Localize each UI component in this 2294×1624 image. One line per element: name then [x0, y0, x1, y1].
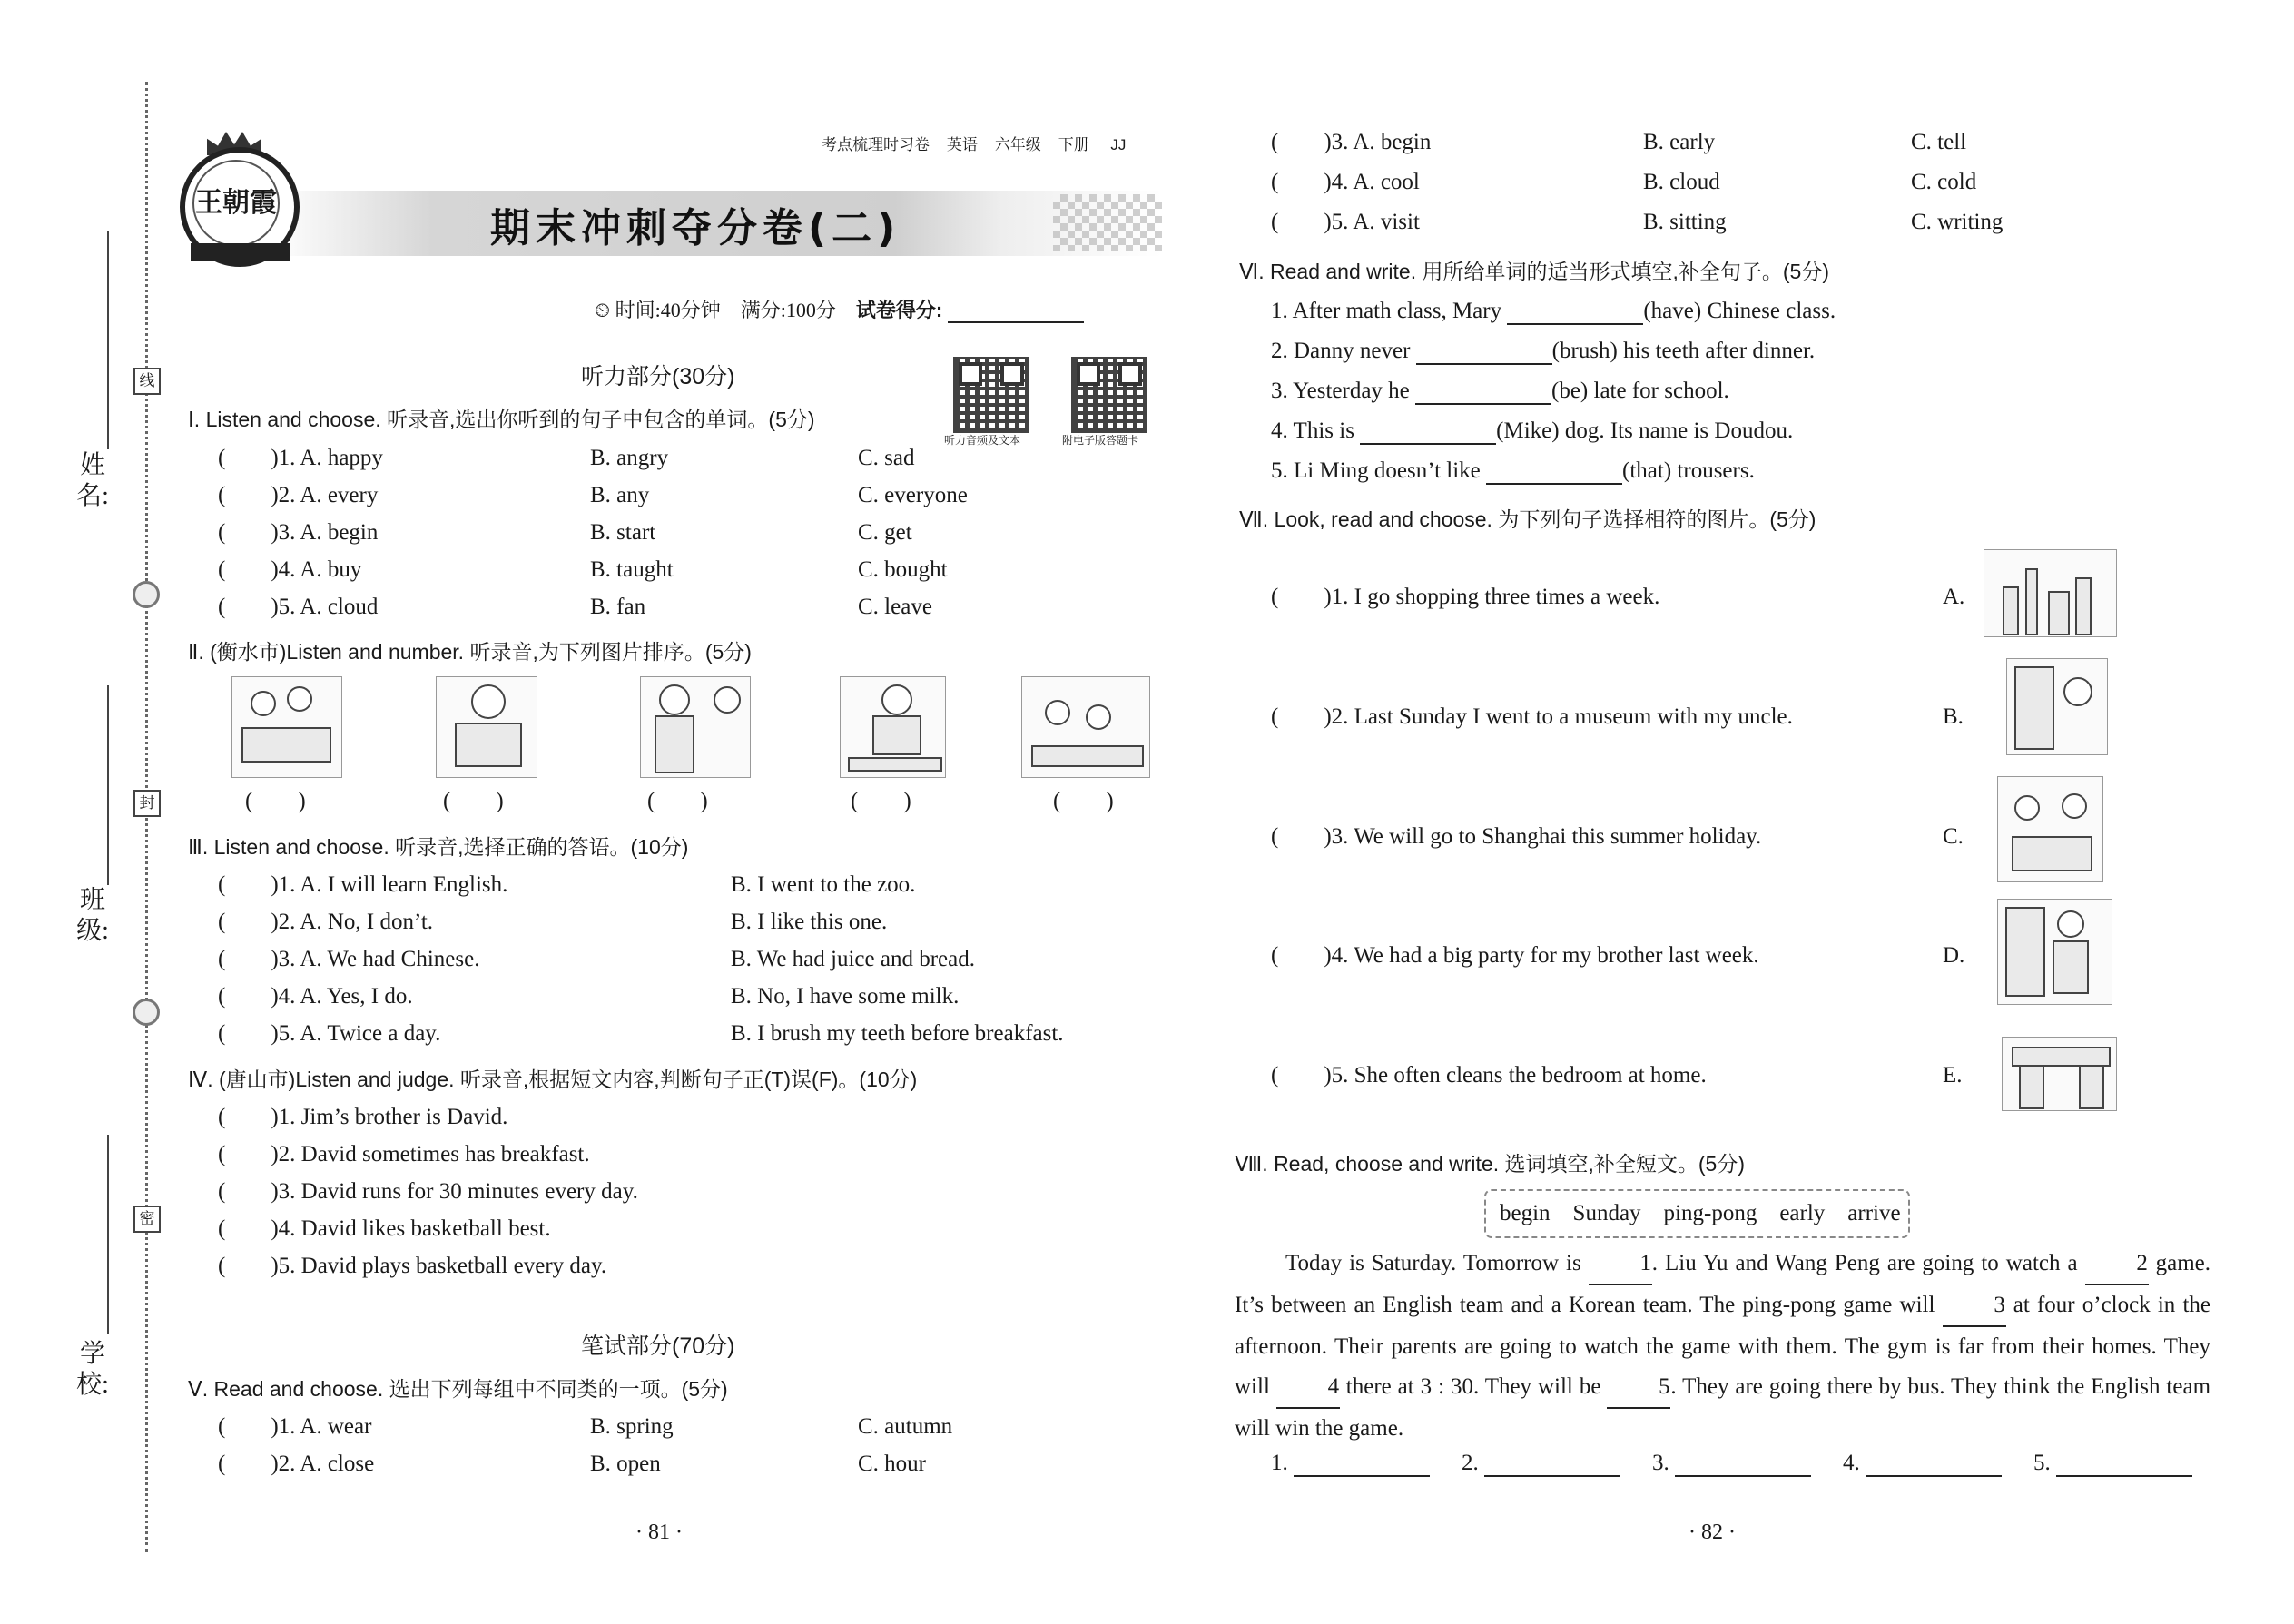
- s1-q5-c: C. leave: [858, 595, 932, 619]
- seal-mark-line: 线: [133, 368, 161, 395]
- s5-q3: ( )3. A. begin: [1271, 130, 1432, 154]
- s5-q2-c: C. hour: [858, 1452, 926, 1476]
- passage-blank-2[interactable]: 2: [2085, 1244, 2149, 1285]
- s3-q3: ( )3. A. We had Chinese.: [218, 947, 480, 971]
- exam-info: [595, 295, 1084, 323]
- s3-q1: ( )1. A. I will learn English.: [218, 872, 508, 897]
- edition-label: JJ: [1110, 136, 1127, 153]
- picture-museum: [2002, 1037, 2117, 1111]
- binding-dotted-line: [145, 82, 148, 1552]
- s7-letter-a: A.: [1943, 585, 1965, 609]
- s6-q1-blank[interactable]: [1507, 300, 1643, 325]
- s1-q2: ( )2. A. every: [218, 483, 379, 507]
- picture-kids-at-table: [231, 676, 342, 778]
- s7-letter-e: E.: [1943, 1063, 1963, 1088]
- answer-1-blank[interactable]: [1294, 1452, 1430, 1477]
- s5-q5-b: B. sitting: [1643, 210, 1727, 234]
- answer-2: 2.: [1462, 1450, 1620, 1477]
- s5-q4: ( )4. A. cool: [1271, 170, 1420, 194]
- qr-caption-audio: 听力音频及文本: [944, 434, 1021, 447]
- section-1-title: Ⅰ. Listen and choose. 听录音,选出你听到的句子中包含的单词。(5分): [188, 408, 815, 431]
- s7-letter-c: C.: [1943, 824, 1964, 849]
- s1-q1-c: C. sad: [858, 446, 915, 470]
- s5-q5-c: C. writing: [1911, 210, 2004, 234]
- s6-q3: 3. Yesterday he (be) late for school.: [1271, 379, 1729, 403]
- s5-q1-c: C. autumn: [858, 1414, 953, 1439]
- writing-heading: 笔试部分(70分): [581, 1334, 735, 1359]
- qr-code-answer-card[interactable]: [1071, 357, 1147, 433]
- s7-q5: ( )5. She often cleans the bedroom at home.: [1271, 1063, 1707, 1088]
- section-7-title: Ⅶ. Look, read and choose. 为下列句子选择相符的图片。(5分): [1239, 507, 1816, 531]
- qr-code-audio[interactable]: [953, 357, 1029, 433]
- s7-q1: ( )1. I go shopping three times a week.: [1271, 585, 1660, 609]
- s6-q4-blank[interactable]: [1360, 419, 1496, 445]
- s3-q4: ( )4. A. Yes, I do.: [218, 984, 413, 1009]
- picture-kids-playing: [1021, 676, 1150, 778]
- s5-q2: ( )2. A. close: [218, 1452, 375, 1476]
- class-underline: [107, 685, 109, 885]
- s5-q1: ( )1. A. wear: [218, 1414, 372, 1439]
- s3-q2-b: B. I like this one.: [731, 910, 888, 934]
- ornament-icon: [133, 999, 160, 1026]
- picture-girl-cleaning: [1997, 899, 2112, 1005]
- answer-5: 5.: [2033, 1450, 2192, 1477]
- s6-q3-blank[interactable]: [1415, 379, 1551, 405]
- answer-4-blank[interactable]: [1866, 1452, 2002, 1477]
- section-8-title: Ⅷ. Read, choose and write. 选词填空,补全短文。(5分): [1235, 1152, 1745, 1176]
- score-label: 试卷得分:: [855, 299, 943, 321]
- s1-q3-c: C. get: [858, 520, 912, 545]
- ornament-icon: [133, 581, 160, 608]
- s1-q1-b: B. angry: [590, 446, 669, 470]
- s1-q2-b: B. any: [590, 483, 650, 507]
- s6-q4: 4. This is (Mike) dog. Its name is Doudou.: [1271, 418, 1794, 443]
- passage: Today is Saturday. Tomorrow is 1. Liu Yu and Wang Peng are going to watch a 2 game. It’s between an English team and a Korean team. The ping-pong game will 3 at four o’clock in the afternoon. Their parents are going to watch the game with them. The gym is far from their homes. They will 4 there at 3 : 30. They will be 5. They are going there by bus. They think the English team will win the game.: [1235, 1244, 2210, 1449]
- s5-q4-b: B. cloud: [1643, 170, 1720, 194]
- s5-q5: ( )5. A. visit: [1271, 210, 1420, 234]
- s4-q3: ( )3. David runs for 30 minutes every day.: [218, 1179, 638, 1204]
- answer-5-blank[interactable]: [2056, 1452, 2192, 1477]
- s5-q1-b: B. spring: [590, 1414, 674, 1439]
- s7-letter-d: D.: [1943, 943, 1965, 968]
- s6-q5-blank[interactable]: [1486, 459, 1622, 485]
- answer-1: 1.: [1271, 1450, 1430, 1477]
- s6-q2: 2. Danny never (brush) his teeth after dinner.: [1271, 339, 1816, 363]
- page-title: 期末冲刺夺分卷(二): [490, 205, 901, 251]
- s1-q5: ( )5. A. cloud: [218, 595, 379, 619]
- section-4-title: Ⅳ. (唐山市)Listen and judge. 听录音,根据短文内容,判断句子正(T)误(F)。(10分): [188, 1068, 918, 1091]
- s1-q3: ( )3. A. begin: [218, 520, 379, 545]
- s3-q3-b: B. We had juice and bread.: [731, 947, 975, 971]
- brand-logo-text: 王朝霞: [192, 160, 280, 247]
- listening-heading: 听力部分(30分): [581, 364, 735, 389]
- s4-q2: ( )2. David sometimes has breakfast.: [218, 1142, 590, 1166]
- s6-q1: 1. After math class, Mary (have) Chinese class.: [1271, 299, 1836, 323]
- s7-letter-b: B.: [1943, 704, 1964, 729]
- s1-q5-b: B. fan: [590, 595, 646, 619]
- banner-checker-pattern: [1053, 194, 1162, 251]
- section-2-title: Ⅱ. (衡水市)Listen and number. 听录音,为下列图片排序。(5分): [188, 640, 752, 664]
- picture-city-skyline: [1984, 549, 2117, 637]
- seal-mark-secret: 密: [133, 1206, 161, 1233]
- picture-girl-reading: [436, 676, 537, 778]
- s3-q1-b: B. I went to the zoo.: [731, 872, 916, 897]
- s2-bracket-5[interactable]: ( ): [1053, 789, 1114, 813]
- picture-family-party: [1997, 776, 2103, 882]
- picture-girl-watering: [840, 676, 946, 778]
- qr-caption-answer-card: 附电子版答题卡: [1062, 434, 1139, 447]
- subject-label: 英语: [946, 136, 978, 153]
- s2-bracket-2[interactable]: ( ): [443, 789, 504, 813]
- s7-q4: ( )4. We had a big party for my brother last week.: [1271, 943, 1759, 968]
- school-label: 学校:: [76, 1340, 109, 1399]
- volume-label: 下册: [1058, 136, 1089, 153]
- s2-bracket-1[interactable]: ( ): [245, 789, 306, 813]
- score-blank[interactable]: [948, 298, 1084, 323]
- exam-full-score: 满分:100分: [740, 299, 836, 321]
- s1-q4-b: B. taught: [590, 557, 674, 582]
- s6-q5: 5. Li Ming doesn’t like (that) trousers.: [1271, 458, 1755, 483]
- s1-q2-c: C. everyone: [858, 483, 968, 507]
- s4-q1: ( )1. Jim’s brother is David.: [218, 1105, 508, 1129]
- name-underline: [107, 231, 109, 449]
- passage-blank-4[interactable]: 4: [1276, 1367, 1340, 1409]
- s5-q2-b: B. open: [590, 1452, 661, 1476]
- name-label: 姓名:: [76, 451, 109, 510]
- logo-ribbon: [191, 243, 290, 261]
- s4-q4: ( )4. David likes basketball best.: [218, 1216, 551, 1241]
- s5-q4-c: C. cold: [1911, 170, 1977, 194]
- passage-blank-3[interactable]: 3: [1943, 1285, 2006, 1327]
- s5-q3-c: C. tell: [1911, 130, 1967, 154]
- s1-q4-c: C. bought: [858, 557, 948, 582]
- series-name: 考点梳理时习卷: [822, 136, 930, 153]
- page-number-left: · 81 ·: [635, 1521, 683, 1544]
- class-label: 班级:: [76, 886, 109, 945]
- word-bank: begin Sunday ping-pong early arrive: [1500, 1201, 1901, 1225]
- exam-time: 时间:40分钟: [615, 299, 721, 321]
- school-underline: [107, 1135, 109, 1334]
- s7-q2: ( )2. Last Sunday I went to a museum with my uncle.: [1271, 704, 1793, 729]
- s1-q3-b: B. start: [590, 520, 656, 545]
- s7-q3: ( )3. We will go to Shanghai this summer holiday.: [1271, 824, 1762, 849]
- answer-3: 3.: [1652, 1450, 1811, 1477]
- clock-icon: ⏲: [595, 299, 611, 321]
- s3-q5-b: B. I brush my teeth before breakfast.: [731, 1021, 1064, 1046]
- s3-q2: ( )2. A. No, I don’t.: [218, 910, 434, 934]
- s3-q5: ( )5. A. Twice a day.: [218, 1021, 441, 1046]
- answer-3-blank[interactable]: [1675, 1452, 1811, 1477]
- s4-q5: ( )5. David plays basketball every day.: [218, 1254, 607, 1278]
- s2-bracket-4[interactable]: ( ): [851, 789, 911, 813]
- passage-blank-1[interactable]: 1: [1589, 1244, 1652, 1285]
- section-3-title: Ⅲ. Listen and choose. 听录音,选择正确的答语。(10分): [188, 835, 689, 859]
- answer-2-blank[interactable]: [1484, 1452, 1620, 1477]
- passage-blank-5[interactable]: 5: [1607, 1367, 1670, 1409]
- answer-4: 4.: [1843, 1450, 2002, 1477]
- s2-bracket-3[interactable]: ( ): [647, 789, 708, 813]
- section-6-title: Ⅵ. Read and write. 用所给单词的适当形式填空,补全句子。(5分): [1239, 260, 1829, 283]
- page-number-right: · 82 ·: [1689, 1521, 1736, 1544]
- s1-q4: ( )4. A. buy: [218, 557, 362, 582]
- grade-label: 六年级: [994, 136, 1041, 153]
- picture-girl-sunny: [640, 676, 751, 778]
- s1-q1: ( )1. A. happy: [218, 446, 383, 470]
- s3-q4-b: B. No, I have some milk.: [731, 984, 960, 1009]
- series-header: [822, 132, 1126, 154]
- picture-supermarket: [2006, 658, 2108, 755]
- s5-q3-b: B. early: [1643, 130, 1716, 154]
- seal-mark-seal: 封: [133, 790, 161, 817]
- section-5-title: Ⅴ. Read and choose. 选出下列每组中不同类的一项。(5分): [188, 1377, 728, 1401]
- s6-q2-blank[interactable]: [1416, 340, 1552, 365]
